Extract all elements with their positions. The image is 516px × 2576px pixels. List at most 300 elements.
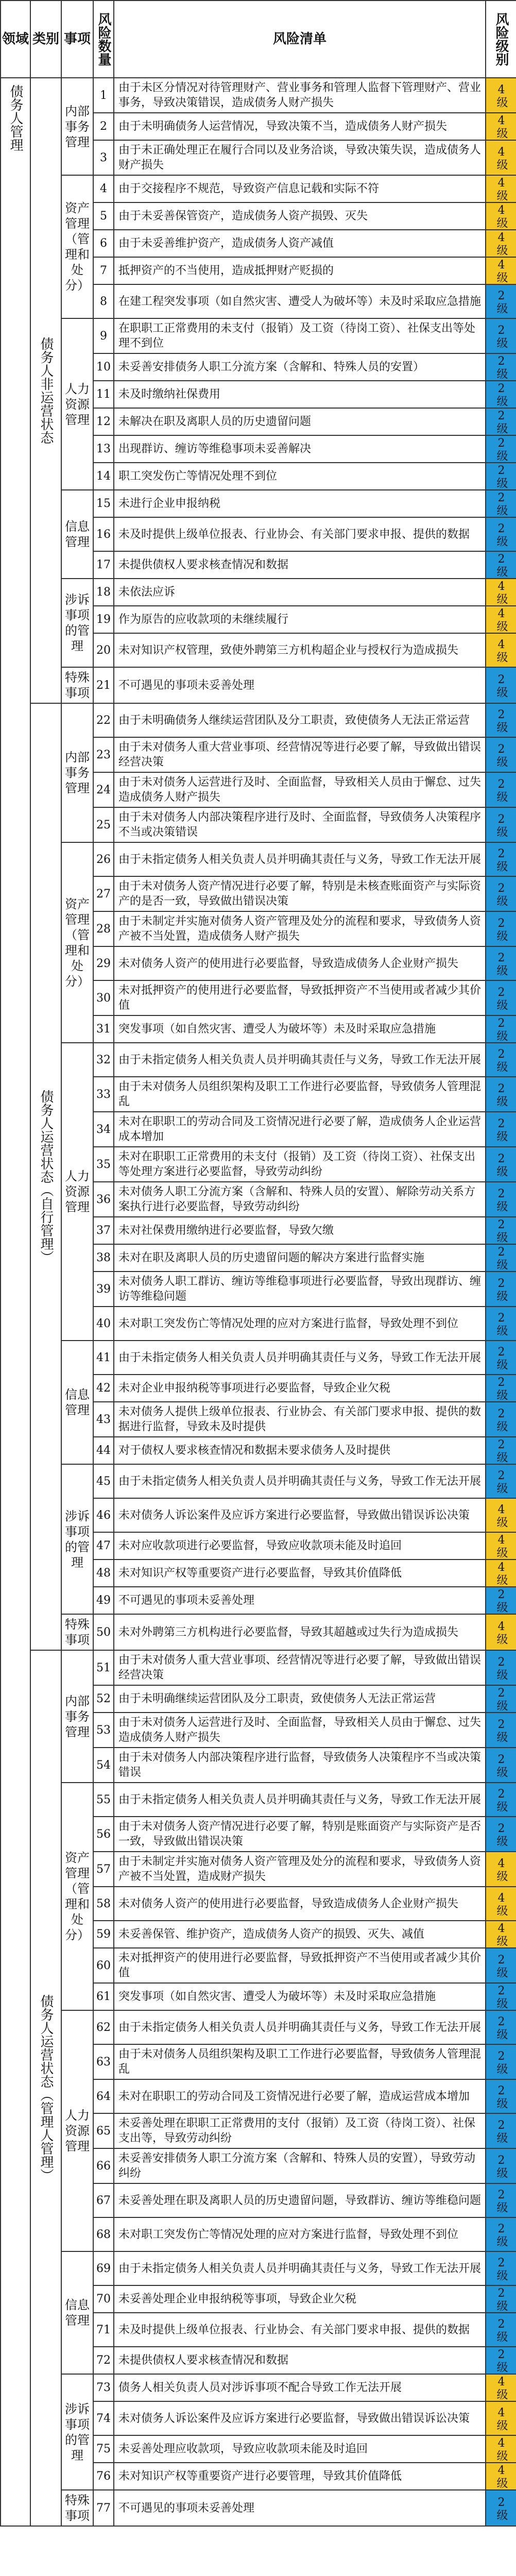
item-cell (61, 1043, 93, 1341)
item-label: 涉诉事项的管理 (65, 592, 90, 653)
risk-number: 72 (93, 2347, 114, 2374)
risk-level-text: 2级 (495, 1822, 508, 1846)
risk-level-badge (486, 842, 516, 876)
risk-description: 未对在职职工正常费用的未支付（报销）及工资（待岗工资）、社保支出等处理方案进行必要监督，导致劳动纠纷 (114, 1147, 486, 1182)
risk-number: 52 (93, 1685, 114, 1713)
risk-number: 19 (93, 606, 114, 633)
risk-description: 由于未对债务人资产情况进行必要了解，特别是账面资产与实际资产是否一致，导致做出错误决策 (114, 1817, 486, 1852)
item-label: 内部事务管理 (65, 104, 90, 149)
risk-level-badge (486, 1921, 516, 1948)
risk-level-badge (486, 1560, 516, 1587)
risk-level-text: 2级 (495, 492, 508, 516)
field-label: 债务人管理 (8, 84, 23, 151)
risk-number: 10 (93, 353, 114, 381)
risk-description: 未对债务人资产的使用进行必要监督，导致造成债务人企业财产损失 (114, 946, 486, 980)
risk-level-badge (486, 1043, 516, 1077)
risk-description: 未对在职及离职人员的历史遗留问题的解决方案进行监督实施 (114, 1244, 486, 1272)
risk-level-badge (486, 1244, 516, 1272)
risk-level-text: 2级 (495, 986, 508, 1010)
risk-level-text: 2级 (495, 1407, 508, 1432)
table-row (1, 1341, 516, 1375)
risk-description: 未及时提供上级单位报表、行业协会、有关部门要求申报、提供的数据 (114, 517, 486, 551)
risk-level-text: 4级 (495, 638, 508, 663)
risk-number: 68 (93, 2217, 114, 2251)
risk-number: 33 (93, 1077, 114, 1112)
risk-level-badge (486, 737, 516, 772)
risk-description: 未解决在职及离职人员的历史遗留问题 (114, 408, 486, 435)
risk-description: 未妥善安排债务人职工分流方案（含解和、特殊人员的安置），导致劳动纠纷 (114, 2148, 486, 2183)
risk-level-badge (486, 2251, 516, 2285)
risk-level-badge (486, 1464, 516, 1498)
risk-description: 未对知识产权管理，致使外聘第三方机构超企业与授权行为造成损失 (114, 633, 486, 667)
risk-level-text: 2级 (495, 1218, 508, 1243)
risk-level-badge (486, 1887, 516, 1921)
table-row (1, 1043, 516, 1077)
risk-table-body (1, 78, 516, 2526)
risk-description: 由于未明确债务人运营情况，导致决策不当，造成债务人财产损失 (114, 113, 486, 140)
table-row (1, 703, 516, 737)
risk-level-badge (486, 381, 516, 408)
risk-number: 66 (93, 2148, 114, 2183)
item-label: 信息管理 (65, 1387, 90, 1417)
risk-level-text: 2级 (495, 2188, 508, 2213)
risk-number: 37 (93, 1217, 114, 1244)
item-label: 信息管理 (65, 2298, 90, 2328)
risk-level-badge (486, 1948, 516, 1983)
risk-number: 47 (93, 1532, 114, 1560)
risk-level-text: 4级 (495, 2406, 508, 2431)
risk-level-text: 4级 (495, 231, 508, 256)
risk-level-badge (486, 1817, 516, 1852)
risk-level-badge (486, 980, 516, 1015)
risk-description: 由于未明确债务人继续运营团队及分工职责，致使债务人无法正常运营 (114, 703, 486, 737)
risk-level-text: 2级 (495, 553, 508, 577)
risk-level-text: 2级 (495, 1469, 508, 1494)
risk-number: 40 (93, 1307, 114, 1341)
table-row (1, 667, 516, 703)
risk-level-text: 2级 (495, 1376, 508, 1400)
risk-number: 69 (93, 2251, 114, 2285)
risk-level-badge (486, 140, 516, 175)
risk-number: 14 (93, 463, 114, 490)
item-label: 资产管理（管理和处分） (65, 1851, 90, 1942)
risk-description: 由于未对债务人运营进行及时、全面监督，导致相关人员由于懈怠、过失造成债务人财产损失 (114, 1713, 486, 1748)
risk-level-text: 2级 (495, 2317, 508, 2342)
risk-level-text: 4级 (495, 177, 508, 201)
risk-number: 38 (93, 1244, 114, 1272)
risk-level-badge (486, 257, 516, 284)
risk-level-text: 2级 (495, 673, 508, 698)
risk-level-text: 2级 (495, 1438, 508, 1463)
risk-description: 未提供债权人要求核查情况和数据 (114, 2347, 486, 2374)
risk-level-badge (486, 2148, 516, 2183)
risk-level-text: 2级 (495, 1718, 508, 1742)
item-cell (61, 842, 93, 1043)
risk-level-badge (486, 1587, 516, 1614)
risk-number: 63 (93, 2044, 114, 2079)
risk-level-badge (486, 1614, 516, 1650)
risk-level-text: 2级 (495, 1047, 508, 1072)
risk-description: 未妥善保管、维护资产，造成债务人资产的损毁、灭失、减值 (114, 1921, 486, 1948)
risk-level-text: 2级 (495, 410, 508, 434)
risk-number: 7 (93, 257, 114, 284)
table-row (1, 78, 516, 113)
item-label: 资产管理（管理和处分） (65, 201, 90, 293)
risk-number: 41 (93, 1341, 114, 1375)
risk-level-badge (486, 772, 516, 807)
risk-level-badge (486, 1983, 516, 2010)
risk-description: 由于未制定并实施对债务人资产管理及处分的流程和要求，导致债务人资产被不当处置，造成财产损失 (114, 1852, 486, 1887)
risk-level-badge (486, 517, 516, 551)
risk-level-badge (486, 2401, 516, 2435)
risk-level-text: 2级 (495, 1017, 508, 1041)
item-cell (61, 1341, 93, 1464)
risk-level-text: 2级 (495, 917, 508, 941)
risk-description: 未对债务人诉讼案件及应诉方案进行必要监督，导致做出错误诉讼决策 (114, 2401, 486, 2435)
item-cell (61, 2010, 93, 2251)
risk-level-text: 2级 (495, 2348, 508, 2372)
risk-level-text: 2级 (495, 2287, 508, 2311)
risk-level-text: 4级 (495, 580, 508, 604)
risk-number: 43 (93, 1402, 114, 1437)
risk-description: 未对企业申报纳税等事项进行必要监督，导致企业欠税 (114, 1375, 486, 1402)
risk-level-text: 2级 (495, 522, 508, 547)
risk-level-text: 2级 (495, 777, 508, 802)
category-label: 债务人非运营状态 (38, 337, 54, 444)
risk-description: 由于未指定债务人相关负责人员并明确其责任与义务，导致工作无法开展 (114, 1341, 486, 1375)
table-row (1, 842, 516, 876)
item-label: 特殊事项 (65, 670, 90, 700)
header-item: 事项 (61, 1, 93, 78)
risk-number: 73 (93, 2374, 114, 2401)
risk-description: 未提供债权人要求核查情况和数据 (114, 551, 486, 579)
risk-level-badge (486, 113, 516, 140)
risk-description: 未对债务人资产的使用进行必要监督，导致造成债务人企业财产损失 (114, 1887, 486, 1921)
risk-number: 71 (93, 2313, 114, 2347)
risk-level-badge (486, 946, 516, 980)
risk-number: 18 (93, 579, 114, 606)
risk-level-text: 2级 (495, 1345, 508, 1370)
risk-description: 未对抵押资产的使用进行必要监督，导致抵押资产不当使用或者减少其价值 (114, 1948, 486, 1983)
risk-number: 70 (93, 2285, 114, 2313)
risk-number: 56 (93, 1817, 114, 1852)
risk-number: 2 (93, 113, 114, 140)
risk-description: 未妥善处理在职及离职人员的历史遗留问题，导致群访、缠访等维稳问题 (114, 2183, 486, 2217)
risk-description: 未对知识产权等重要资产进行必要管理，导致其价值降低 (114, 2463, 486, 2490)
table-row (1, 1783, 516, 1817)
risk-description: 由于未对债务人重大营业事项、经营情况等进行必要了解，导致做出错误经营决策 (114, 737, 486, 772)
item-cell (61, 1464, 93, 1614)
risk-description: 未对知识产权等重要资产进行必要监督，导致其价值降低 (114, 1560, 486, 1587)
item-label: 资产管理（管理和处分） (65, 896, 90, 989)
header-row (1, 1, 516, 78)
risk-description: 未妥善处理应收款项，导致应收款项未能及时追回 (114, 2435, 486, 2463)
risk-level-text: 2级 (495, 324, 508, 348)
risk-number: 45 (93, 1464, 114, 1498)
risk-number: 3 (93, 140, 114, 175)
risk-level-badge (486, 353, 516, 381)
risk-number: 21 (93, 667, 114, 703)
header-risk-count-text: 风险数量 (96, 12, 111, 66)
risk-level-badge (486, 1685, 516, 1713)
item-cell (61, 2490, 93, 2526)
item-cell (61, 1650, 93, 1783)
risk-number: 13 (93, 435, 114, 463)
risk-level-text: 2级 (495, 1277, 508, 1301)
risk-level-text: 2级 (495, 1985, 508, 2009)
risk-number: 12 (93, 408, 114, 435)
risk-level-text: 2级 (495, 812, 508, 837)
risk-level-badge (486, 807, 516, 842)
risk-level-text: 2级 (495, 1687, 508, 1711)
risk-description: 未对债务人职工群访、缠访等维稳事项进行必要监督，导致出现群访、缠访等维稳问题 (114, 1272, 486, 1307)
risk-level-text: 2级 (495, 847, 508, 872)
risk-number: 49 (93, 1587, 114, 1614)
risk-level-text: 4级 (495, 204, 508, 228)
risk-level-text: 4级 (495, 2376, 508, 2400)
risk-number: 50 (93, 1614, 114, 1650)
header-risk-level (486, 1, 516, 78)
item-label: 信息管理 (65, 519, 90, 549)
risk-number: 65 (93, 2113, 114, 2148)
risk-description: 未对抵押资产的使用进行必要监督，导致抵押资产不当使用或者减少其价值 (114, 980, 486, 1015)
risk-description: 由于未正确处理正在履行合同以及业务洽谈，导致决策失误，造成债务人财产损失 (114, 140, 486, 175)
risk-description: 由于未对债务人资产情况进行必要了解，特别是未核查账面资产与实际资产的是否一致，导致做出错误决策 (114, 876, 486, 911)
risk-level-text: 4级 (495, 2437, 508, 2461)
item-label: 内部事务管理 (65, 750, 90, 795)
risk-number: 55 (93, 1783, 114, 1817)
risk-number: 44 (93, 1437, 114, 1464)
risk-level-badge (486, 2435, 516, 2463)
risk-number: 36 (93, 1182, 114, 1217)
risk-level-text: 2级 (495, 2154, 508, 2178)
risk-level-badge (486, 78, 516, 113)
risk-number: 9 (93, 318, 114, 353)
risk-description: 由于未妥善保管资产，造成债务人资产损毁、灭失 (114, 202, 486, 230)
risk-description: 由于未指定债务人相关负责人员并明确其责任与义务，导致工作无法开展 (114, 1043, 486, 1077)
header-category: 类别 (30, 1, 61, 78)
category-label: 债务人运营状态（管理人管理） (38, 1994, 54, 2182)
risk-number: 8 (93, 284, 114, 318)
risk-level-badge (486, 1375, 516, 1402)
risk-level-badge (486, 1272, 516, 1307)
risk-description: 未依法应诉 (114, 579, 486, 606)
item-label: 涉诉事项的管理 (65, 2401, 90, 2463)
risk-number: 53 (93, 1713, 114, 1748)
risk-number: 64 (93, 2079, 114, 2113)
risk-number: 35 (93, 1147, 114, 1182)
risk-level-text: 4级 (495, 145, 508, 170)
risk-level-badge (486, 633, 516, 667)
risk-level-badge (486, 1783, 516, 1817)
risk-level-text: 2级 (495, 2496, 508, 2520)
risk-number: 30 (93, 980, 114, 1015)
risk-number: 60 (93, 1948, 114, 1983)
risk-level-text: 2级 (495, 2049, 508, 2074)
risk-description: 由于未指定债务人相关负责人员并明确其责任与义务，导致工作无法开展 (114, 1464, 486, 1498)
table-row (1, 2490, 516, 2526)
table-row (1, 490, 516, 517)
risk-level-badge (486, 1852, 516, 1887)
risk-number: 75 (93, 2435, 114, 2463)
risk-description: 由于未制定并实施对债务人资产管理及处分的流程和要求，导致债务人资产被不当处置，造成债务人财产损失 (114, 911, 486, 946)
risk-level-text: 2级 (495, 2119, 508, 2143)
risk-level-text: 2级 (495, 464, 508, 488)
risk-number: 32 (93, 1043, 114, 1077)
risk-level-text: 2级 (495, 742, 508, 767)
risk-description: 未对债务人提供上级单位报表、行业协会、有关部门要求申报、提供的数据进行监督，导致未及时提供 (114, 1402, 486, 1437)
risk-level-badge (486, 284, 516, 318)
risk-level-text: 2级 (495, 437, 508, 461)
risk-level-badge (486, 318, 516, 353)
risk-description: 债务人相关负责人员对涉诉事项不配合导致工作无法开展 (114, 2374, 486, 2401)
risk-description: 由于未指定债务人相关负责人员并明确其责任与义务，导致工作无法开展 (114, 2010, 486, 2044)
risk-level-badge (486, 435, 516, 463)
risk-description: 突发事项（如自然灾害、遭受人为破坏等）未及时采取应急措施 (114, 1015, 486, 1043)
risk-description: 在职职工正常费用的未支付（报销）及工资（待岗工资）、社保支出等处理不到位 (114, 318, 486, 353)
category-cell (30, 78, 61, 703)
item-cell (61, 490, 93, 579)
risk-number: 74 (93, 2401, 114, 2435)
risk-description: 未进行企业申报纳税 (114, 490, 486, 517)
risk-level-text: 2级 (495, 1787, 508, 1812)
risk-level-text: 2级 (495, 951, 508, 976)
risk-level-badge (486, 551, 516, 579)
risk-description: 未对在职职工的劳动合同及工资情况进行必要了解，造成运营成本增加 (114, 2079, 486, 2113)
risk-description: 由于未对债务人员组织架构及职工工作进行必要监督，导致债务人管理混乱 (114, 1077, 486, 1112)
item-label: 特殊事项 (65, 1617, 90, 1647)
table-row (1, 1614, 516, 1650)
item-cell (61, 667, 93, 703)
item-label: 人力资源管理 (65, 381, 90, 427)
risk-level-badge (486, 667, 516, 703)
risk-level-text: 4级 (495, 1891, 508, 1916)
risk-level-text: 4级 (495, 1534, 508, 1558)
risk-description: 未及时缴纳社保费用 (114, 381, 486, 408)
risk-level-badge (486, 230, 516, 257)
risk-level-badge (486, 2313, 516, 2347)
risk-number: 11 (93, 381, 114, 408)
risk-level-badge (486, 579, 516, 606)
header-risk-level-text: 风险级别 (493, 12, 509, 66)
risk-level-badge (486, 1112, 516, 1147)
risk-description: 抵押资产的不当使用，造成抵押财产贬损的 (114, 257, 486, 284)
field-cell (1, 78, 30, 2526)
risk-number: 24 (93, 772, 114, 807)
risk-level-text: 2级 (495, 1588, 508, 1613)
risk-level-badge (486, 1650, 516, 1685)
risk-level-badge (486, 911, 516, 946)
risk-number: 51 (93, 1650, 114, 1685)
item-label: 特殊事项 (65, 2493, 90, 2523)
risk-level-badge (486, 1498, 516, 1532)
risk-description: 不可遇见的事项未妥善处理 (114, 667, 486, 703)
risk-level-badge (486, 1077, 516, 1112)
category-cell (30, 703, 61, 1650)
risk-level-badge (486, 2010, 516, 2044)
risk-level-badge (486, 1307, 516, 1341)
table-row (1, 1650, 516, 1685)
risk-level-text: 2级 (495, 708, 508, 733)
risk-description: 未及时提供上级单位报表、行业协会、有关部门要求申报、提供的数据 (114, 2313, 486, 2347)
risk-number: 58 (93, 1887, 114, 1921)
header-risk-list: 风险清单 (114, 1, 486, 78)
category-label: 债务人运营状态（自行管理） (38, 1090, 54, 1264)
risk-level-badge (486, 2217, 516, 2251)
table-row (1, 175, 516, 202)
risk-description: 由于交接程序不规范，导致资产信息记载和实际不符 (114, 175, 486, 202)
risk-description: 由于未对债务人内部决策程序进行及时、全面监督，导致债务人决策程序不当或决策错误 (114, 807, 486, 842)
risk-number: 5 (93, 202, 114, 230)
table-row (1, 2010, 516, 2044)
table-row (1, 2374, 516, 2401)
risk-number: 57 (93, 1852, 114, 1887)
risk-level-badge (486, 1748, 516, 1783)
risk-level-badge (486, 202, 516, 230)
risk-level-text: 2级 (495, 355, 508, 379)
risk-number: 46 (93, 1498, 114, 1532)
risk-number: 23 (93, 737, 114, 772)
risk-description: 职工突发伤亡等情况处理不到位 (114, 463, 486, 490)
risk-number: 39 (93, 1272, 114, 1307)
risk-number: 67 (93, 2183, 114, 2217)
item-cell (61, 579, 93, 667)
risk-number: 20 (93, 633, 114, 667)
risk-number: 1 (93, 78, 114, 113)
risk-number: 28 (93, 911, 114, 946)
risk-description: 未对在职职工的劳动合同及工资情况进行必要了解，造成债务人企业运营成本增加 (114, 1112, 486, 1147)
risk-description: 未对债务人职工分流方案（含解和、特殊人员的安置）、解除劳动关系方案执行进行必要监督，导致劳动纠纷 (114, 1182, 486, 1217)
risk-description: 未对职工突发伤亡等情况处理的应对方案进行监督，导致处理不到位 (114, 1307, 486, 1341)
risk-description: 未妥善处理企业申报纳税等事项，导致企业欠税 (114, 2285, 486, 2313)
table-row (1, 1464, 516, 1498)
risk-description: 不可遇见的事项未妥善处理 (114, 2490, 486, 2526)
header-field: 领域 (1, 1, 30, 78)
item-label: 人力资源管理 (65, 2108, 90, 2154)
risk-description: 未妥善处理在职职工正常费用的支付（报销）及工资（待岗工资）、社保支出等，导致劳动纠纷 (114, 2113, 486, 2148)
table-row (1, 318, 516, 353)
risk-level-text: 2级 (495, 2256, 508, 2281)
risk-level-text: 2级 (495, 289, 508, 314)
item-label: 涉诉事项的管理 (65, 1509, 90, 1570)
risk-number: 29 (93, 946, 114, 980)
risk-description: 由于未对债务人重大营业事项、经营情况等进行必要了解，导致做出错误经营决策 (114, 1650, 486, 1685)
risk-description: 未妥善安排债务人职工分流方案（含解和、特殊人员的安置） (114, 353, 486, 381)
risk-description: 由于未指定债务人相关负责人员并明确其责任与义务，导致工作无法开展 (114, 1783, 486, 1817)
risk-level-text: 4级 (495, 2464, 508, 2488)
risk-level-text: 4级 (495, 1857, 508, 1882)
risk-level-badge (486, 2285, 516, 2313)
risk-level-text: 4级 (495, 607, 508, 632)
risk-level-badge (486, 1147, 516, 1182)
risk-level-badge (486, 1015, 516, 1043)
risk-level-badge (486, 876, 516, 911)
risk-description: 由于未对债务人内部决策程序进行监督，导致债务人决策程序不当或决策错误 (114, 1748, 486, 1783)
risk-level-text: 2级 (495, 1753, 508, 1777)
risk-description: 未对职工突发伤亡等情况处理的应对方案进行监督，导致处理不到位 (114, 2217, 486, 2251)
risk-number: 16 (93, 517, 114, 551)
risk-number: 17 (93, 551, 114, 579)
risk-level-badge (486, 1217, 516, 1244)
risk-level-badge (486, 2347, 516, 2374)
risk-number: 76 (93, 2463, 114, 2490)
item-cell (61, 1783, 93, 2010)
risk-level-badge (486, 2183, 516, 2217)
risk-level-badge (486, 2079, 516, 2113)
risk-number: 31 (93, 1015, 114, 1043)
risk-level-badge (486, 606, 516, 633)
risk-number: 34 (93, 1112, 114, 1147)
